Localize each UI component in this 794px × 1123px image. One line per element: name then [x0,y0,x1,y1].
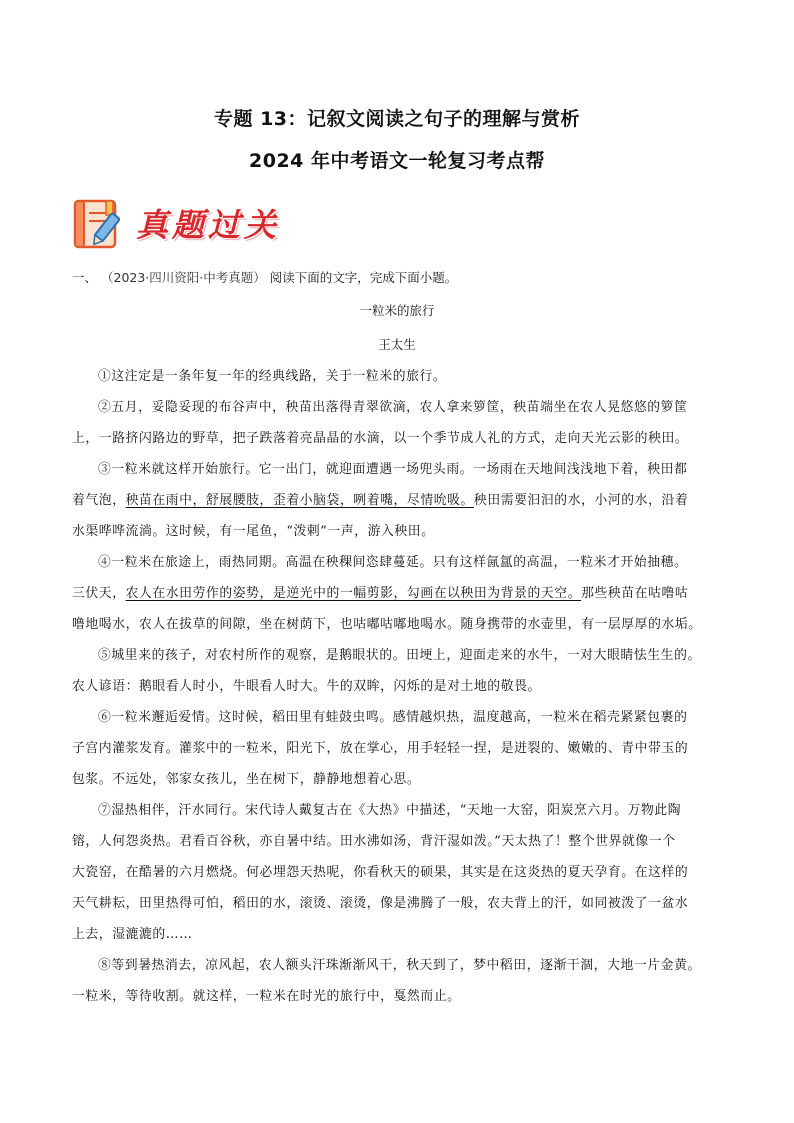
banner-label: 真题过关 [136,206,281,244]
story-paragraph [72,950,724,1012]
paragraph-line [72,454,724,485]
text-segment: ⑥一粒米邂逅爱情。这时候，稻田里有蛙鼓虫鸣。感情越炽热，温度越高，一粒米在稻壳紧紧包裹的 [98,710,688,725]
paragraph-line [72,516,724,547]
paragraph-line [72,640,724,671]
paragraph-line [72,919,724,950]
story-paragraph [72,361,724,392]
question-source: （2023·四川资阳·中考真题） [101,270,266,285]
story-paragraph [72,640,724,702]
paragraph-line [72,671,724,702]
text-segment: 上去，湿漉漉的…… [72,927,193,942]
paragraph-line [72,857,724,888]
paragraph-line [72,764,724,795]
story-paragraph [72,702,724,795]
text-segment: 农人谚语：鹅眼看人时小，牛眼看人时大。牛的双眸，闪烁的是对土地的敬畏。 [72,679,541,694]
story-paragraph [72,795,724,950]
question-number: 一、 [72,270,98,285]
paragraph-line [72,547,724,578]
story-paragraph [72,454,724,547]
story-paragraph [72,392,724,454]
text-segment: ⑤城里来的孩子，对农村所作的观察，是鹅眼状的。田埂上，迎面走来的水牛，一对大眼睛怯生生的。 [98,648,701,663]
paragraph-line [72,888,724,919]
question-instruction: 阅读下面的文字，完成下面小题。 [269,270,458,285]
paragraph-line [72,795,724,826]
text-segment: 一粒米，等待收割。就这样，一粒米在时光的旅行中，戛然而止。 [72,989,461,1004]
paragraph-line [72,578,724,609]
text-segment: ⑦湿热相伴，汗水同行。宋代诗人戴复古在《大热》中描述，“天地一大窑，阳炭烹六月。万物此陶 [98,803,682,818]
paragraph-line [72,981,724,1012]
story-paragraph [72,547,724,640]
page-subtitle: 2024 年中考语文一轮复习考点帮 [249,150,545,172]
text-segment: 水渠哗哗流淌。这时候，有一尾鱼，“泼剌”一声，游入秧田。 [72,524,435,539]
section-banner [72,198,282,248]
underlined-sentence: 农人在水田劳作的姿势，是逆光中的一幅剪影，勾画在以秧田为背景的天空。 [125,586,582,601]
paragraph-line [72,485,724,516]
text-segment: 镕，人何怨炎热。君看百谷秋，亦自暑中结。田水沸如汤，背汗湿如泼。”天太热了！整个世界就像一个 [72,834,676,849]
paragraph-line [72,609,724,640]
notebook-pencil-icon [72,198,130,250]
story-author: 王太生 [378,337,416,352]
paragraph-line [72,423,724,454]
paragraph-line [72,702,724,733]
paragraph-line [72,950,724,981]
paragraph-line [72,826,724,857]
text-segment: 包浆。不远处，邻家女孩儿，坐在树下，静静地想着心思。 [72,772,421,787]
paragraph-line [72,733,724,764]
page-title: 专题 13：记叙文阅读之句子的理解与赏析 [213,108,581,130]
text-segment: 子宫内灌浆发育。灌浆中的一粒米，阳光下，放在掌心，用手轻轻一捏，是迸裂的、嫩嫩的、青中带玉的 [72,741,689,756]
text-segment: 三伏天， [72,586,126,601]
paragraph-line [72,361,724,392]
question-header [72,268,457,286]
text-segment: 秧田需要汩汩的水，小河的水，沿着 [473,493,689,508]
story-title: 一粒米的旅行 [359,303,435,318]
paragraph-line [72,392,724,423]
text-segment: ①这注定是一条年复一年的经典线路，关于一粒米的旅行。 [98,369,447,384]
text-segment: 着气泡， [72,493,126,508]
text-segment: 天气耕耘，田里热得可怕，稻田的水，滚烫、滚烫，像是沸腾了一般，农夫背上的汗，如同被泼了一盆水 [72,896,689,911]
text-segment: ②五月，妥隐妥现的布谷声中，秧苗出落得青翠欲滴，农人拿来箩筐，秧苗端坐在农人晃悠悠的箩筐 [98,400,688,415]
text-segment: 大瓷窑，在酷暑的六月燃烧。何必埋怨天热呢，你看秋天的硕果，其实是在这炎热的夏天孕育。在这样的 [72,865,689,880]
text-segment: ④一粒米在旅途上，雨热同期。高温在秧稞间恣肆蔓延。只有这样氤氲的高温，一粒米才开始抽穗。 [98,555,688,570]
text-segment: 那些秧苗在咕噜咕 [581,586,689,601]
text-segment: ⑧等到暑热消去，凉风起，农人额头汗珠渐渐风干，秋天到了，梦中稻田，逐渐干涸，大地一片金黄。 [98,958,701,973]
underlined-sentence: 秧苗在雨中，舒展腰肢，歪着小脑袋，咧着嘴，尽情吮吸。 [125,493,474,508]
text-segment: ③一粒米就这样开始旅行。它一出门，就迎面遭遇一场兜头雨。一场雨在天地间浅浅地下着，秧田都 [98,462,688,477]
text-segment: 上，一路挤闪路边的野草，把子跌落着亮晶晶的水滴，以一个季节成人礼的方式，走向天光云影的秧田。 [72,431,689,446]
text-segment: 噜地喝水，农人在拔草的间隙，坐在树荫下，也咕嘟咕嘟地喝水。随身携带的水壶里，有一层厚厚的水垢。 [72,617,702,632]
